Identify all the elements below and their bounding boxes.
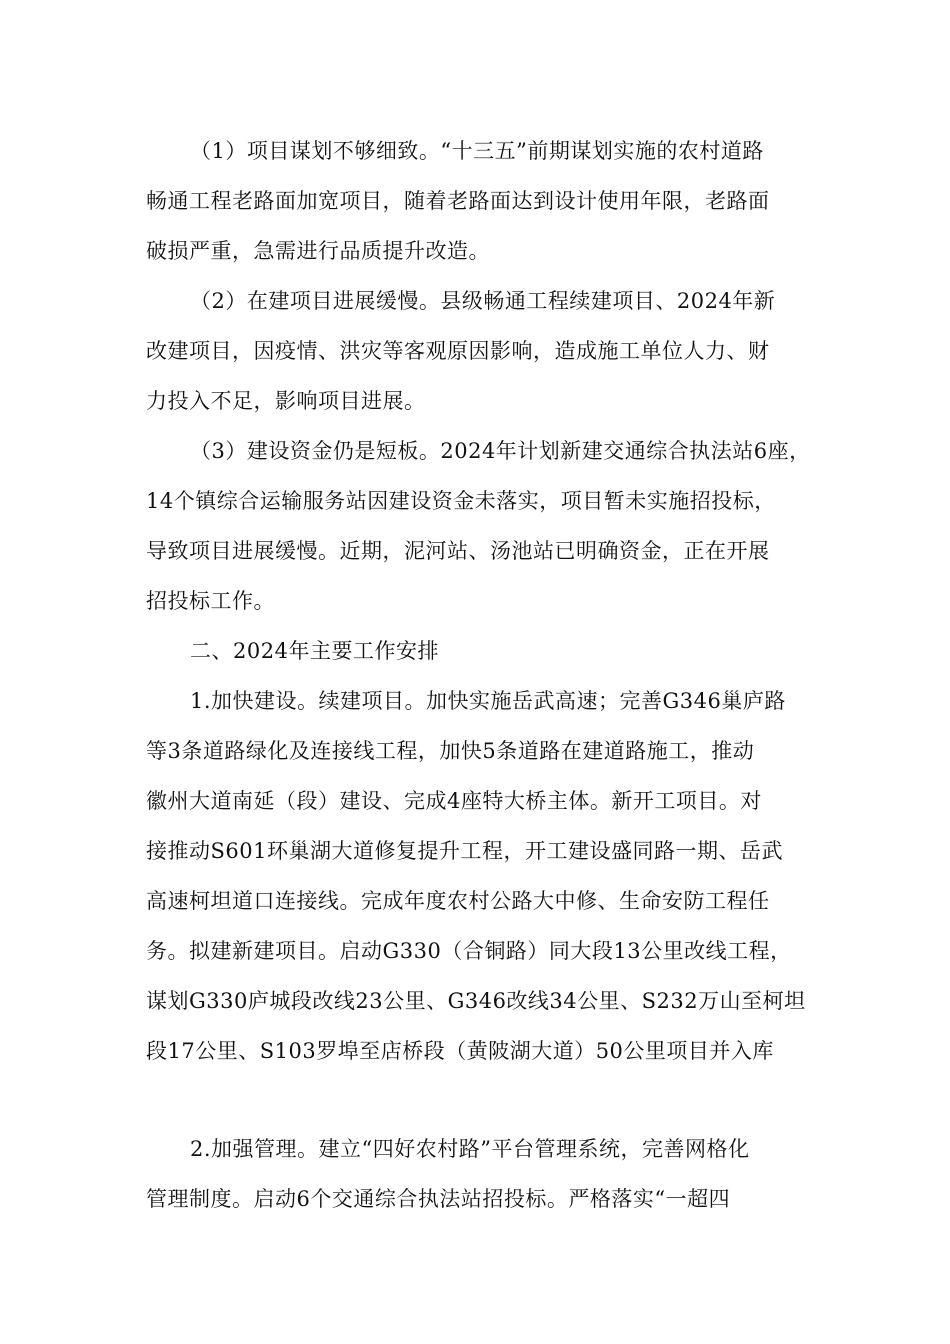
- paragraph-line: 改建项目，因疫情、洪灾等客观原因影响，造成施工单位人力、财: [146, 339, 770, 363]
- paragraph-line: 段17公里、S103罗埠至店桥段（黄陂湖大道）50公里项目并入库: [146, 1039, 774, 1063]
- paragraph-line: 接推动S601环巢湖大道修复提升工程，开工建设盛同路一期、岳武: [146, 839, 783, 863]
- paragraph-line: 等3条道路绿化及连接线工程，加快5条道路在建道路施工，推动: [146, 739, 755, 763]
- paragraph-line: （3）建设资金仍是短板。2024年计划新建交通综合执法站6座，: [190, 439, 811, 463]
- paragraph-line: （2）在建项目进展缓慢。县级畅通工程续建项目、2024年新: [190, 289, 776, 313]
- paragraph-line: 务。拟建新建项目。启动G330（合铜路）同大段13公里改线工程，: [146, 939, 792, 963]
- paragraph-line: 2.加强管理。建立“四好农村路”平台管理系统，完善网格化: [190, 1137, 750, 1161]
- paragraph-line: 破损严重，急需进行品质提升改造。: [146, 239, 490, 263]
- paragraph-line: 畅通工程老路面加宽项目，随着老路面达到设计使用年限，老路面: [146, 189, 770, 213]
- paragraph-line: 导致项目进展缓慢。近期，泥河站、汤池站已明确资金，正在开展: [146, 539, 770, 563]
- paragraph-line: 力投入不足，影响项目进展。: [146, 389, 426, 413]
- paragraph-line: （1）项目谋划不够细致。“十三五”前期谋划实施的农村道路: [190, 139, 764, 163]
- paragraph-line: 谋划G330庐城段改线23公里、G346改线34公里、S232万山至柯坦: [146, 989, 806, 1013]
- paragraph-line: 管理制度。启动6个交通综合执法站招投标。严格落实“一超四: [146, 1187, 731, 1211]
- paragraph-line: 高速柯坦道口连接线。完成年度农村公路大中修、生命安防工程任: [146, 889, 770, 913]
- paragraph-line: 徽州大道南延（段）建设、完成4座特大桥主体。新开工项目。对: [146, 789, 762, 813]
- paragraph-line: 14个镇综合运输服务站因建设资金未落实，项目暂未实施招投标，: [146, 489, 776, 513]
- paragraph-line: 招投标工作。: [146, 589, 275, 613]
- paragraph-line: 1.加快建设。续建项目。加快实施岳武高速；完善G346巢庐路: [190, 689, 786, 713]
- section-heading: 二、2024年主要工作安排: [190, 639, 439, 663]
